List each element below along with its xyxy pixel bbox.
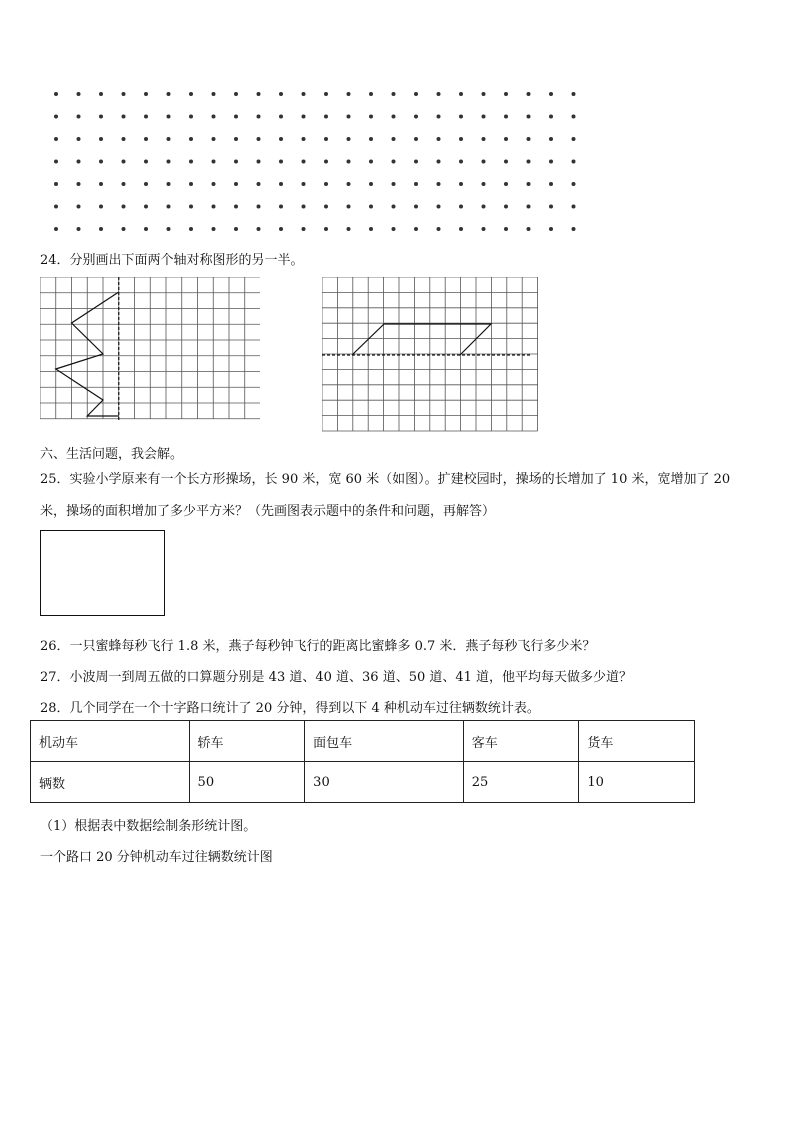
grid-dot (302, 160, 306, 164)
grid-dot (369, 227, 373, 231)
grid-dot (482, 227, 486, 231)
grid-dot (212, 160, 216, 164)
grid-dot (122, 137, 126, 141)
grid-dot (144, 115, 148, 119)
grid-dot (437, 115, 441, 119)
grid-dot (212, 182, 216, 186)
grid-dot (189, 160, 193, 164)
grid-dot (99, 227, 103, 231)
grid-dot (167, 160, 171, 164)
grid-dot (437, 227, 441, 231)
grid-dot (77, 227, 81, 231)
grid-dot (347, 227, 351, 231)
grid-dot (324, 137, 328, 141)
grid-dot (257, 137, 261, 141)
grid-dot (414, 115, 418, 119)
grid-dot (572, 227, 576, 231)
grid-dot (414, 227, 418, 231)
grid-dot (437, 137, 441, 141)
grid-dot (504, 182, 508, 186)
grid-dot (212, 205, 216, 209)
symmetry-grid-right[interactable] (322, 277, 542, 437)
grid-dot (122, 115, 126, 119)
grid-dot (54, 137, 58, 141)
grid-dot (369, 92, 373, 96)
question-number: 26． (40, 639, 70, 654)
grid-dot (414, 160, 418, 164)
grid-dot (77, 205, 81, 209)
grid-dot (144, 205, 148, 209)
grid-dot (122, 160, 126, 164)
grid-dot (324, 205, 328, 209)
grid-dot (482, 205, 486, 209)
grid-dot (279, 182, 283, 186)
question-text: 几个同学在一个十字路口统计了 20 分钟，得到以下 4 种机动车过往辆数统计表。 (69, 701, 540, 716)
grid-dot (482, 115, 486, 119)
grid-dot (122, 227, 126, 231)
table-header-cell: 轿车 (189, 721, 305, 762)
grid-dot (459, 137, 463, 141)
grid-dot (234, 227, 238, 231)
question-number: 28． (40, 701, 70, 716)
table-row (31, 762, 695, 803)
grid-dot (527, 137, 531, 141)
grid-dot (99, 137, 103, 141)
grid-dot (234, 115, 238, 119)
vehicle-count-table (30, 720, 695, 803)
question-text: 一只蜜蜂每秒飞行 1.8 米，燕子每秒钟飞行的距离比蜜蜂多 0.7 米．燕子每秒飞行多少米？ (69, 639, 596, 654)
grid-dot (369, 115, 373, 119)
grid-dot (122, 205, 126, 209)
grid-dot (257, 92, 261, 96)
grid-dot (279, 92, 283, 96)
table-header-cell: 面包车 (305, 721, 464, 762)
grid-dot (459, 227, 463, 231)
grid-dot (234, 137, 238, 141)
grid-dot (572, 137, 576, 141)
grid-dot (257, 115, 261, 119)
grid-dot (279, 205, 283, 209)
grid-dot (392, 137, 396, 141)
grid-dot (392, 115, 396, 119)
grid-dot (324, 182, 328, 186)
grid-dot (144, 227, 148, 231)
grid-dot (167, 92, 171, 96)
grid-dot (302, 92, 306, 96)
grid-dot (257, 182, 261, 186)
question-text: 小波周一到周五做的口算题分别是 43 道、40 道、36 道、50 道、41 道，他平均每天做多少道？ (69, 670, 633, 685)
grid-dot (212, 227, 216, 231)
table-cell: 10 (579, 762, 695, 803)
grid-dot (527, 227, 531, 231)
grid-dot (99, 160, 103, 164)
grid-dot (504, 115, 508, 119)
grid-dot (279, 227, 283, 231)
grid-dot (54, 160, 58, 164)
grid-dot (279, 137, 283, 141)
grid-dot (549, 227, 553, 231)
grid-dot (527, 115, 531, 119)
question-28 (40, 697, 540, 716)
grid-dot (414, 182, 418, 186)
grid-dot (549, 115, 553, 119)
grid-dot (234, 205, 238, 209)
grid-dot (189, 205, 193, 209)
symmetry-grid-left[interactable] (40, 277, 260, 433)
grid-dot (347, 182, 351, 186)
table-cell: 50 (189, 762, 305, 803)
grid-dot (302, 227, 306, 231)
grid-dot (369, 137, 373, 141)
playground-rectangle (40, 530, 165, 616)
grid-dot (572, 92, 576, 96)
grid-dot (302, 205, 306, 209)
grid-dot (504, 137, 508, 141)
grid-dot (77, 92, 81, 96)
grid-dot (144, 182, 148, 186)
grid-dot (77, 115, 81, 119)
grid-dot (122, 182, 126, 186)
question-25 (40, 468, 730, 487)
grid-dot (189, 115, 193, 119)
grid-dot (189, 92, 193, 96)
question-number: 27． (40, 670, 70, 685)
grid-dot (549, 182, 553, 186)
grid-dot (459, 160, 463, 164)
grid-dot (77, 182, 81, 186)
grid-dot (144, 137, 148, 141)
grid-dot (392, 227, 396, 231)
grid-dot (167, 137, 171, 141)
grid-dot (189, 227, 193, 231)
grid-dot (347, 92, 351, 96)
grid-dot (549, 92, 553, 96)
grid-dot (144, 160, 148, 164)
grid-dot (459, 92, 463, 96)
grid-dot (144, 92, 148, 96)
table-cell: 辆数 (31, 762, 190, 803)
grid-dot (167, 115, 171, 119)
table-header-cell: 客车 (463, 721, 579, 762)
question-number: 24． (40, 253, 70, 268)
grid-dot (459, 115, 463, 119)
grid-dot (437, 160, 441, 164)
table-cell: 25 (463, 762, 579, 803)
grid-dot (504, 160, 508, 164)
grid-dot (324, 115, 328, 119)
grid-dot (527, 92, 531, 96)
grid-dot (504, 205, 508, 209)
grid-dot (527, 160, 531, 164)
grid-dot (189, 137, 193, 141)
grid-dot (302, 115, 306, 119)
grid-dot (324, 160, 328, 164)
question-27 (40, 666, 632, 685)
question-25-line2: 米，操场的面积增加了多少平方米？（先画图表示题中的条件和问题，再解答） (40, 504, 496, 519)
grid-dot (257, 205, 261, 209)
chart-title: 一个路口 20 分钟机动车过往辆数统计图 (40, 850, 273, 865)
grid-dot (77, 137, 81, 141)
question-26 (40, 635, 595, 654)
grid-dot (324, 92, 328, 96)
grid-dot (347, 137, 351, 141)
grid-dot (369, 182, 373, 186)
grid-dot (549, 137, 553, 141)
grid-dot (302, 182, 306, 186)
grid-dot (347, 160, 351, 164)
table-row (31, 721, 695, 762)
grid-dot (99, 205, 103, 209)
grid-dot (54, 227, 58, 231)
grid-dot (257, 227, 261, 231)
grid-dot (347, 205, 351, 209)
table-header-cell: 机动车 (31, 721, 190, 762)
grid-dot (482, 160, 486, 164)
grid-dot (549, 160, 553, 164)
grid-dot (437, 182, 441, 186)
grid-dot (414, 205, 418, 209)
grid-dot (234, 182, 238, 186)
grid-dot (504, 227, 508, 231)
grid-dot (167, 205, 171, 209)
section-title: 六、生活问题，我会解。 (40, 447, 184, 462)
grid-dot (122, 92, 126, 96)
grid-dot (302, 137, 306, 141)
sub-question-1: （1）根据表中数据绘制条形统计图。 (40, 819, 257, 834)
grid-dot (324, 227, 328, 231)
grid-dot (392, 92, 396, 96)
grid-dot (527, 182, 531, 186)
question-text-line1: 实验小学原来有一个长方形操场，长 90 米，宽 60 米（如图）。扩建校园时，操场的长增加了 10 米，宽增加了 20 (69, 472, 731, 487)
question-text: 分别画出下面两个轴对称图形的另一半。 (69, 253, 304, 268)
grid-dot (167, 182, 171, 186)
grid-dot (257, 160, 261, 164)
grid-dot (437, 205, 441, 209)
grid-dot (437, 92, 441, 96)
grid-dot (414, 92, 418, 96)
grid-dot (212, 115, 216, 119)
grid-dot (77, 160, 81, 164)
grid-dot (347, 115, 351, 119)
grid-dot (54, 115, 58, 119)
table-cell: 30 (305, 762, 464, 803)
question-number: 25． (40, 472, 70, 487)
grid-dot (369, 160, 373, 164)
grid-dot (279, 115, 283, 119)
half-figure (352, 324, 491, 355)
grid-dot (549, 205, 553, 209)
grid-dot (527, 205, 531, 209)
grid-dot (459, 182, 463, 186)
grid-dot (572, 205, 576, 209)
grid-dot (482, 182, 486, 186)
grid-dot (482, 137, 486, 141)
grid-dot (212, 92, 216, 96)
grid-dot (572, 182, 576, 186)
question-24 (40, 249, 304, 268)
grid-dot (54, 205, 58, 209)
grid-dot (392, 205, 396, 209)
grid-dot (369, 205, 373, 209)
grid-dot (234, 92, 238, 96)
grid-dot (167, 227, 171, 231)
grid-dot (234, 160, 238, 164)
grid-dot (99, 182, 103, 186)
dot-grid[interactable] (46, 84, 576, 234)
grid-dot (459, 205, 463, 209)
grid-dot (392, 160, 396, 164)
grid-dot (392, 182, 396, 186)
grid-dot (99, 115, 103, 119)
grid-dot (572, 160, 576, 164)
grid-dot (504, 92, 508, 96)
grid-dot (54, 92, 58, 96)
grid-dot (482, 92, 486, 96)
grid-dot (279, 160, 283, 164)
grid-dot (414, 137, 418, 141)
grid-dot (572, 115, 576, 119)
grid-dot (54, 182, 58, 186)
grid-dot (99, 92, 103, 96)
table-header-cell: 货车 (579, 721, 695, 762)
grid-dot (189, 182, 193, 186)
grid-dot (212, 137, 216, 141)
